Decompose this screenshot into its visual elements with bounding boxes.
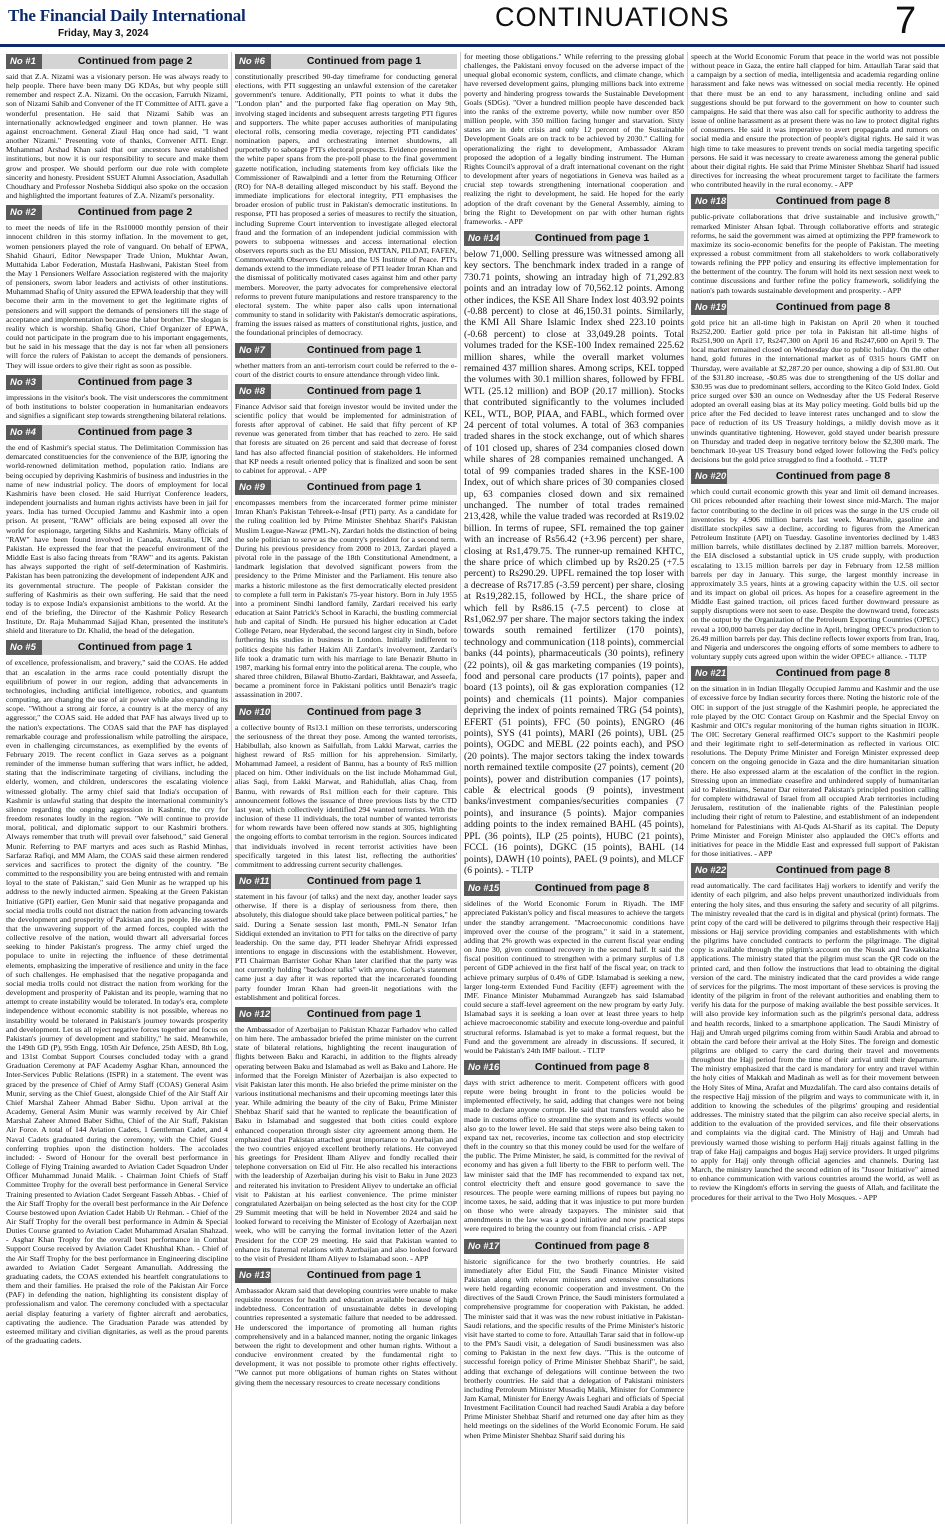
- continued-from-label: Continued from page 3: [77, 426, 193, 439]
- column-4: [691, 52, 939, 1524]
- story-header: [691, 194, 939, 209]
- news-story: [6, 425, 228, 635]
- story-body: encompasses members from the incarcerated former prime minister Imran Khan's Pakistan Tehreek-e-Insaf (PTI) party. As a candidate for the ruling coalition led by Prime Minister Shehbaz Sharif's Pakistan Muslim League-Nawaz (PML-N), Zardari holds the distinction of being the sole politician to serve as the country's president for a second term. During his previous presidency from 2008 to 2013, Zardari played a pivotal role in the passage of the 18th Constitutional Amendment, a landmark legislation that devolved significant powers from the presidency to the Prime Minister and the Parliament. His tenure also marks a historic milestone as the first democratically elected president to complete a full term in Pakistan's 75-year history. Born in July 1955 into a prominent Sindhi landlord family, Zardari received his early education at Saint Patrick's School in Karachi, the bustling commercial hub and capital of Sindh. He pursued his higher education at Cadet College Petaro, near Hyderabad, the second largest city in Sindh, before furthering his studies in business in London. Initially indifferent to politics despite his father Hakim Ali Zardari's involvement, Zardari's life took a dramatic turn with his marriage to late Benazir Bhutto in 1987, marking his formal entry into the political arena. The couple, who shared three children, Bilawal Bhutto-Zardari, Bakhtawar, and Asseefa, became a prominent force in Pakistani politics until Benazir's tragic assassination in 2007.: [235, 498, 457, 700]
- continued-from-label: Continued from page 8: [775, 470, 891, 483]
- story-number: No #1: [6, 54, 42, 69]
- story-number: No #17: [464, 1239, 500, 1254]
- story-header: [6, 205, 228, 220]
- story-body: for meeting those obligations." While referring to the pressing global challenges, the Pakistani envoy focused on the adverse impact of the unequal global economic system, conflicts, and climate change, which have reversed development gains, plunging millions back into extreme poverty and hindering progress towards the Sustainable Development Goals (SDGs). "Over a hundred million people have descended back into the ranks of the extreme poverty, while now number over 850 million people, with 350 million facing hunger and starvation. Sixty states are in debt crisis and only 12 percent of the Sustainable Development Goals are on track to be achieved by 2030." Calling for operationalizing the right to development, Ambassador Akram proposed the adoption of a legally binding instrument. The Human Rights Council's approval of a draft international covenant on the right to development after years of negotiations in Geneva was hailed as a crucial step towards strengthening international cooperation and realizing the right to development, he said. He hoped for the early adoption of the draft covenant by the General Assembly, aiming to bring the Right to Development on par with other human rights frameworks. - APP: [464, 52, 684, 226]
- story-body: historic significance for the two brotherly countries. He said immediately after Eidul Fitr, the Saudi Finance Minister visited Pakistan along with relevant ministers and extensive consultations were held regarding economic cooperation and investment. On the directives of the Saudi Crown Prince, the Saudi ministers formulated a comprehensive programme for cooperation with Pakistan, he added. The minister said that it was was the new robust initiative in Pakistan-Saudi relations, and the specific results of the Prime Minister's historic visit have started to come to fore. Attaullah Tarar said that in follow-up to the PM's Saudi visit, a delegation of Saudi businessmen was also coming to Pakistan in the next few days. "This is the outcome of successful foreign policy of Prime Minister Shehbaz Sharif", he said, adding that exchange of delegations will continue between the two brotherly countries. He said that a delegation of Pakistani ministers including Petroleum Minister Musadiq Malik, Minister for Commerce Jam Kamal, Minister for Energy Awais Leghari and officials of Special Investment Facilitation Council had reached Saudi Arabia a day before Prime Minister Shehbaz Sharif and returned one day after him as they held meetings on the sidelines of the World Economic Forum. He said when Prime Minister Shehbaz Sharif said during his: [464, 1256, 684, 1440]
- continued-from-label: Continued from page 1: [534, 231, 650, 244]
- story-number: No #15: [464, 881, 500, 896]
- story-body: below 71,000. Selling pressure was witnessed among all key sectors. The benchmark index traded in a range of 730.71 points, showing an intraday high of 71,292.83 points and an intraday low of 70,562.12 points. Among other indices, the KSE All Share Index lost 403.92 points (-0.88 percent) to close at 46,150.31 points. Similarly, the KMI All Share Islamic Index shed 223.10 points (-0.68 percent) to close at 33,049.28 points. Total volumes traded for the KSE-100 Index remained 225.62 million shares, while the overall market volumes remained 437 million shares. Among scrips, KEL topped the volumes with 30.1 million shares, followed by FFBL WTL (25.12 million) and BOP (20.17 million). Stocks that contributed significantly to the volumes included KEL, WTL, BOP, PIAA, and FABL, which formed over 24 percent of total volumes. A total of 363 companies traded shares in the stock exchange, out of which shares of 101 closed up, shares of 234 companies closed down while shares of 28 companies remained unchanged. A total of 99 companies traded shares in the KSE-100 Index, out of which share prices of 30 companies closed up, 63 companies closed down and six remained unchanged. The number of total trades remained 213,428, while the value traded was recorded at Rs19.02 billion. In terms of rupee, SFL remained the top gainer with an increase of Rs56.42 (+3.96 percent) per share, closing at Rs1,479.75. The runner-up remained KHTC, the share price of which climbed up by Rs20.25 (+7.5 percent) to Rs290.29. UPFL remained the top loser with a decrease of Rs717.85 (-3.59 percent) per share, closing at Rs19,282.15, followed by HCL, the share price of which fell by Rs86.15 (-7.5 percent) to close at Rs1,062.97 per share. The major sectors taking the index towards south remained fertilizer (170 points), technology and communication (118 points), commercial banks (44 points), pharmaceuticals (30 points), refinery (22 points), oil & gas marketing companies (19 points), food and personal care products (17 points), paper and board (13 points), oil & gas exploration companies (12 points) and chemicals (11 points). Major companies depriving the index of points remained TRG (54 points), EFERT (51 points), FFC (50 points), ENGRO (46 points), SYS (41 points), MARI (26 points), UBL (25 points), OGDC and MEBL (22 points each), and PSO (20 points). The major sectors taking the index towards north remained textile composite (27 points), cement (20 points), power and distribution companies (17 points), cable & electrical goods (9 points), investment banks/investment companies/securities companies (7 points), and insurance (5 points). Major companies adding points to the index remained BAHL (45 points), PPL (36 points), ILP (25 points), HUBC (21 points), FCCL (16 points), DGKC (15 points), BAHL (14 points), DAWH (10 points), PAEL (9 points), and MLCF (6 points). - TLTP: [464, 248, 684, 876]
- story-number: No #22: [691, 863, 727, 878]
- story-number: No #19: [691, 300, 727, 315]
- story-header: [464, 231, 684, 246]
- story-number: No #10: [235, 705, 271, 720]
- continued-from-label: Continued from page 1: [306, 55, 422, 67]
- column-divider: [231, 52, 232, 1524]
- news-story: [464, 1060, 684, 1234]
- story-body: sidelines of the World Economic Forum in Riyadh. The IMF appreciated Pakistan's policy and fiscal measures to achieve the targets under the standby arrangement. "Macroeconomic conditions have improved over the course of the program," it said in a statement, adding that 2% growth was expected in the current fiscal year ending on June 30, given continued recovery in the second half. It said the fiscal position continued to strengthen with a primary surplus of 1.8 percent of GDP achieved in the first half of the fiscal year, on track to achieve primary surplus of 0.4% of GDP. Islamabad is seeking a new, larger long-term Extended Fund Facility (EFF) agreement with the IMF. Finance Minister Muhammad Aurangzeb has said Islamabad could secure a staff-level agreement on the new program by early July. Islamabad says it is seeking a loan over at least three years to help achieve macroeconomic stability and execute long-overdue and painful structural reforms. Islamabad is yet to make a formal request, but the Fund and the government are already in discussions. If secured, it would be Pakistan's 24th IMF bailout. - TLTP: [464, 899, 684, 1055]
- story-number: No #21: [691, 666, 727, 681]
- column-3: [464, 52, 684, 1524]
- story-number: No #16: [464, 1060, 500, 1075]
- news-story: [6, 375, 228, 420]
- story-number: No #6: [235, 54, 271, 69]
- news-story: [464, 52, 684, 226]
- story-header: [235, 54, 457, 69]
- news-story: [235, 1268, 457, 1387]
- story-body: public-private collaborations that drive sustainable and inclusive growth," remarked Minister Ahsan Iqbal. Through collaborative efforts and strategic reforms, he said the government was aimed at optimizing the PPP framework to maximize its socio-economic benefits for the people of Pakistan. The meeting expressed a robust commitment from all stakeholders to work collaboratively towards refining the PPP policy and ensuring its effective implementation for the betterment of the country. The forum will hold its next session next week to continue discussions and further refine the policy framework, solidifying the nation's path towards sustainable development and prosperity. - APP: [691, 212, 939, 295]
- story-body: Ambassador Akram said that developing countries were unable to make requisite resources for health and education available because of high indebtedness. Concentration of unsustainable debts in developing countries represented a systematic failure that needed to be addressed. He underscored the importance of promoting all human rights comprehensively and in a balanced manner, noting the organic linkages between the right to development and other human rights. Without a conducive environment created by the fundamental right to development, it was not possible to promote other rights effectively. "We cannot put more obligations of human rights on States without giving them the necessary resources to create necessary conditions: [235, 1285, 457, 1387]
- story-number: No #18: [691, 194, 727, 209]
- continued-from-label: Continued from page 8: [775, 195, 891, 208]
- story-header: [235, 1268, 457, 1283]
- news-story: [235, 343, 457, 379]
- section-title: CONTINUATIONS: [495, 2, 730, 32]
- story-body: gold price hit an all-time high in Pakistan on April 20 when it touched Rs252,200. Earlier gold price per tola in Pakistan hit all-time highs of Rs251,900 on April 17, Rs247,300 on April 16 and Rs247,600 on April 9. The local market remained closed on Wednesday due to public holiday. On the other hand, gold futures in the international market as of 0315 hours GMT on Thursday, were available at $2,287.20 per ounce, showing a dip of $31.80. Out of the $31.80 increase, -$0.85 was due to strengthening of the US dollar and $30.95 was due to predominant sellers, according to the Kitco Gold Index. Gold price surged over $30 an ounce on Wednesday after the US Federal Reserve adopted an overall easing bias at its May policy meeting. Gold bulls bid up the price after the Fed decided to leave interest rates unchanged and to slow the pace of reduction of its US Treasury holdings, a mildly dovish move as it unwinds quantitative tightening. However, gold stayed under bearish pressure on Thursday and traded deep in negative territory below the $2,300 mark. The benchmark 10-year US Treasury bond edged lower following the Fed's policy decisions but the gold price struggled to find a foothold. - TLTP: [691, 317, 939, 465]
- news-story: [235, 384, 457, 475]
- story-body: constitutionally prescribed 90-day timeframe for conducting general elections, with PTI suggesting an unlawful extension of the caretaker government's tenure. Additionally, PTI points to what it dubs the "London plan" and the purported fake flag operation on May 9th, involving staged incidents and subsequent arrests targeting PTI figures and supporters. The white paper accuses authorities of manipulating electoral rolls, censoring media coverage, rejecting PTI candidates' nomination papers, and orchestrating internet shutdowns, all purportedly to sabotage PTI's electoral prospects. Evidence presented in the white paper spans from the pre-poll phase to the final government gazette notification, including statements from key officials like the Commissioner of Rawalpindi and a letter from the Returning Officer (RO) for NA-8 detailing alleged misconduct by his staff. Beyond the immediate implications for electoral integrity, PTI emphasises the broader erosion of public trust in Pakistan's democratic institutions. In response, PTI has proposed a series of measures to rectify the situation, including Supreme Court intervention to investigate alleged electoral fraud and the formation of an independent judicial commission with powers to subpoena witnesses and access international election observers reports such as the EU Mission, PATTAN, PILDAT, FAFEN, Commonwealth Observers Group, and the US Institute of Peace. PTI's demands extend to the immediate release of PTI leader Imran Khan and the dismissal of politically motivated cases against him and other party members. Moreover, the party advocates for comprehensive electoral reforms to prevent future manipulations and restore transparency to the electoral system. The white paper also calls upon international community to stand in solidarity with Pakistan's democratic aspirations, framing the issues raised as matters of constitutional rights, justice, and the foundational principles of democracy.: [235, 72, 457, 338]
- story-header: [691, 666, 939, 681]
- continued-from-label: Continued from page 1: [306, 1268, 422, 1281]
- news-story: [235, 705, 457, 870]
- newspaper-name: The Financial Daily International: [8, 6, 246, 25]
- story-header: [235, 705, 457, 720]
- column-2: [235, 52, 457, 1524]
- story-header: [6, 54, 228, 69]
- column-divider: [460, 52, 461, 1524]
- story-header: [6, 425, 228, 440]
- story-header: [691, 469, 939, 484]
- continued-from-label: Continued from page 3: [77, 375, 193, 388]
- story-body: of excellence, professionalism, and bravery," said the COAS. He added that an escalation in the arms race could potentially disrupt the equilibrium of power in our region, adding that advancements in technologies, including artificial intelligence, robotics, and quantum computing, are changing the use of air power while also expanding its scope. "Without a strong air force, a country is at the mercy of any aggressor," the COAS said. He added that PAF has always lived up to the nation's expectations. The COAS said that the PAF has displayed remarkable courage and professionalism while patrolling the airspace, even in challenging circumstances, as exemplified by the events of February 2019. The recent conflict in Gaza serves as a poignant reminder of the immense human suffering that wars inflict, he added, stating that the indiscriminate targeting of civilians, including the elderly, women, and children, underscores the escalating violence witnessed globally. The army chief said that India's occupation of Kashmir is unlawful stating that despite the international community's silence regarding the ongoing aggression in Kashmir, the cry for freedom resonates loudly in the region. "We will continue to provide moral, political, and diplomatic support to our Kashmiri brothers. Always remember that truth will prevail over falsehood," said General Munir. Referring to PAF martyrs and aces such as Rashid Minhas, Sarfaraz Rafiqi, and MM Alam, the COAS said these airmen rendered services and sacrifices to protect the dignity of the country. "Be committed to the responsibility you are being entrusted with and remain loyal to the state of Pakistan," said Gen Munir as he wrapped up his address to the newly inducted airmen. Speaking at the Green Pakistan Initiative (GPI) earlier, Gen Munir said that negative propaganda and social media trolls could not distract the nation from advancing towards the development and prosperity of Pakistan and its people. He asserted that the unwavering support of the armed forces, coupled with the collective resolve of the nation, would thwart all adversarial forces seeking to hinder Pakistan's progress. The army chief urged the populace to unite in rejecting the influence of these detrimental elements, emphasizing the imperative of resilience and unity in the face of such challenges. He emphasised that the negative propaganda and social media trolls could not distract the nation from working for the development and prosperity of Pakistan and its people, warning that no attempt to create instability would be tolerated. In today's era, complete independence without economic stability is not possible, whereas no instability would be tolerated in Pakistan's journey towards prosperity and development. Let us all reject negative forces together and focus on Pakistan's journey of development and stability," he said. Meanwhile, the 149th GD (P), 95th Engg, 105th Air Defence, 25th AESD, 8th Log, and 131st Combat Support Courses concluded today with a grand Graduation Ceremony at PAF Academy Asghar Khan, announced the Inter-Services Public Relations (ISPR) in a statement. The event was graced by the presence of Chief of Army Staff (COAS) General Asim Munir, serving as the Chief Guest, alongside Chief of the Air Staff Air Chief Marshal Zaheer Ahmad Baber Sidhu. Upon arrival at the Academy, General Asim Munir was warmly received by Air Chief Marshal Zaheer Ahmed Baber Sidhu, Chief of the Air Staff, Pakistan Air Force. A total of 144 Aviation Cadets, 1 Gentleman Cadet, and 4 Naval Cadets graduated during the ceremony, with the Chief Guest conferring trophies upon the distinction holders. The accolades included: - Sword of Honour for the overall best performance in College of Flying Training awarded to Aviation Cadet Squadron Under Officer Muhammad Junaid Malik. - Chairman Joint Chiefs of Staff Committee Trophy for the overall best performance in General Service Training presented to Aviation Cadet Sergeant Fasseh Abbas. - Chief of the Air Staff Trophy for the overall best performance in the Air Defence Course bestowed upon Aviation Cadet Habib Ur Rehman. - Chief of the Air Staff Trophy for the overall best performance in Admin & Special Duties Course granted to Aviation Cadet Muhammad Arsalan Shahzad. - Asghar Khan Trophy for the overall best performance in Combat Support Course received by Aviation Cadet Khushhal Khan. - Chief of the Air Staff Trophy for the best performance in Engineering discipline awarded to Aviation Cadet Sergeant Amanullah. Addressing the graduating cadets, the COAS extended his heartfelt congratulations to them and their families. He praised the role of the Pakistan Air Force (PAF) in defending the nation, highlighting its consistent display of professionalism and valor. The ceremony concluded with a spectacular aerial display featuring a variety of fighter aircraft and aerobatics, captivating the audience. The Graduation Parade was attended by esteemed military and civilian dignitaries, as well as the proud parents of the graduating cadets.: [6, 658, 228, 1345]
- story-header: [464, 1239, 684, 1254]
- issue-date: Friday, May 3, 2024: [58, 28, 149, 39]
- news-story: [464, 231, 684, 876]
- continued-from-label: Continued from page 8: [775, 667, 891, 680]
- continued-from-label: Continued from page 8: [775, 864, 891, 877]
- story-header: [464, 1060, 684, 1075]
- continued-from-label: Continued from page 8: [775, 300, 891, 313]
- story-number: No #12: [235, 1007, 271, 1022]
- continued-from-label: Continued from page 2: [77, 55, 193, 67]
- story-header: [691, 863, 939, 878]
- story-body: statement in his favour (of talks) and the next day, another leader says otherwise. If there is a display of seriousness from there, then absolutely, this dialogue should take place between political parties," he said. During a Senate session last month, PML-N Senator Irfan Siddiqui extended an invitation to PTI for talks on the directive of party leadership. On the same day, PTI leader Shehryar Afridi expressed intentions to engage in discussions with the establishment. However, PTI Chairman Barrister Gohar Khan later clarified that the party was not currently holding "backdoor talks" with anyone. Gohar's statement came just a day after it was reported that the incarcerated founding party founder Imran Khan had green-lit negotiations with the establishment and political forces.: [235, 892, 457, 1002]
- continued-from-label: Continued from page 1: [306, 343, 422, 356]
- continued-from-label: Continued from page 1: [306, 384, 422, 397]
- story-header: [691, 300, 939, 315]
- page-number: 7: [895, 0, 917, 42]
- story-body: read automatically. The card facilitates Hajj workers to identify and verify the identity of each pilgrim, and also helps prevent unauthorized individuals from entering the holy sites, and thus ensuring the safety and security of all pilgrims. The ministry revealed that the card is in digital and physical (print) formats. The print copy of the card will be delivered to pilgrims through their respective Hajj missions or Hajj service providing companies and establishments with which the pilgrims have concluded contracts to perform the pilgrimage. The digital copy is available through the pilgrim's account on the Nusuk and Tawakkalna applications. The ministry stated that the pilgrim must scan the QR code on the printed card, and then follow the instructions that lead to obtaining the digital version of the card. The ministry indicated that the card provides a wide range of services for the pilgrims. The most important of these services is proving the identity of the pilgrim in front of the relevant authorities and enabling them to verify his data for the purpose of making available the best possible services. It will also provide key information such as the pilgrim's personal data, address and health records, linked to a smartphone application. The Saudi Ministry of Hajj and Umrah urged pilgrims coming from within Saudi Arabia and abroad to obtain the card before their arrival at the Holy Sites. The foreign and domestic pilgrims are obliged to carry the card during their travel and movements throughout the Hajj period from the time of their arrival until their departure. The ministry emphasized that the card is mandatory for entry and travel within the holy cities of Makkah and Madinah as well as for their movement between the Holy Sites of Mina, Arafat and Muzdalifah. The card also contains details of the respective Hajj mission of the pilgrim and ways to communicate with it, in addition to knowing the schedules of the pilgrims' grouping and residential addresses. The ministry stated that the pilgrim can also receive special alerts, in addition to the evaluation of the provided services, and file their observations and complaints via the digital card. The Ministry of Hajj and Umrah had previously warned those wishing to perform Hajj rituals against falling in the trap of fake Hajj campaigns and bogus Hajj service providers. It urged pilgrims to apply for Hajj only through official agencies and channels. During last March, the ministry launched the second edition of its "Jusoor Initiative" aimed to enhance communication with various countries around the world, as well as to review the Kingdom's efforts in serving the guests of Allah, and facilitate the procedures for their arrival to the Two Holy Mosques. - APP: [691, 881, 939, 1202]
- news-story: [691, 300, 939, 465]
- story-header: [6, 375, 228, 390]
- story-header: [235, 343, 457, 358]
- continued-from-label: Continued from page 1: [306, 1007, 422, 1020]
- story-body: on the situation in in Indian Illegally Occupied Jammu and Kashmir and the use of excessive force by Indian security forces there. Noting the historic role of the OIC in support of the just struggle of the Kashmiri people, he appreciated the role played by the OIC Contact Group on Kashmir and the Special Envoy on Kashmir and OIC's regular monitoring of the human rights situation in IIOJK. The OIC Secretary General reaffirmed OIC's support to the Kashmiri people and their legitimate right to self-determination as reflected in various OIC resolutions. The Deputy Prime Minister and Foreign Minister expressed deep concern on the ongoing genocide in Gaza and the dire humanitarian situation there. He also expressed alarm at the escalation of the conflict in the region. Stressing upon an immediate ceasefire and unhindered supply of humanitarian aid to Palestinians, Senator Dar reiterated Pakistan's principled position calling for complete withdrawal of Israel from all occupied Arab territories including Jerusalem, restitution of the inalienable rights of the Palestinian people including their right of return to Palestine, and establishment of an independent homeland for Palestinians with Al-Quds Al-Sharif as its capital. The Deputy Prime Minister and Foreign Minister also applauded the OIC's efforts and initiatives for peace in the Middle East and expressed full support of Pakistan for those initiatives. - APP: [691, 684, 939, 859]
- story-body: the end of Kashmir's special status. The Delimitation Commission has demarcated constituencies for the convenience of the BJP, ignoring the world-renowned delimitation method, population ratio. Indians are being occupied by depriving Kashmiris of business and industries in the name of new industrial policy. The doors of employment for local Kashmiris have been closed. He said Hurriyat Conference leaders, independent journalists and human rights activists have been in jail for years. India has turned Occupied Jammu and Kashmir into a open prison. At present, "RAW" officials are being exposed all over the world for espionage, targeting Sikhs and Kashmiris. Many officials of "RAW" have been found involved in Canada, Australia, UK and Pakistan. He expressed the fear that the peaceful environment of the Middle East is also facing threats from "RAW" and its agents. Pakistan has always supported the right of self-determination of Kashmiris. Pakistan has been patronizing the development of independent AJK and its governmental structure. The people of Pakistan consider the suffering of Kashmiris as their own suffering. He said that the need today is to expose India's expansionist ambitions to the world. At the end of the briefing, the Director of the Kashmir Policy Research Institute, Dr. Raja Muhammad Sajjad Khan, presented the institute's shield and literature to Dr. Khalid, the head of the delegation.: [6, 443, 228, 636]
- story-body: whether matters from an anti-terrorism court could be referred to the e-court of the district courts to ensure attendance through video link.: [235, 360, 457, 379]
- news-story: [691, 666, 939, 858]
- news-story: [6, 205, 228, 370]
- column-1: [6, 52, 228, 1524]
- masthead: [0, 0, 945, 48]
- story-number: No #4: [6, 425, 42, 440]
- story-header: [464, 881, 684, 896]
- news-story: [691, 194, 939, 294]
- story-number: No #8: [235, 384, 271, 399]
- column-divider: [687, 52, 688, 1524]
- story-header: [235, 480, 457, 495]
- news-story: [691, 52, 939, 189]
- story-body: said that Z.A. Nizami was a visionary person. He was always ready to help people. There have been many DG KDAs, but why people still remember and respect Z.A. Nizami. On the occasion, Farrukh Nizami, son of Nizami Sahib and Convener of the IT Committee of AITL gave a wonderful presentation. He said that Nizami Sahib was an internationally acknowledged engineer and town planner. He was against encroachment. General Ziaul Haq once had said, "I want another Nizami." Presenting vote of thanks, Convener AITL Engr. Muhammad Arshad Khan said that our ancestors have established institutions, but now it is our responsibility to secure and make them grow and prosper. We should perform our due role with complete sincerity and honesty. President SSUET Alumni Association, Asadullah Choudhary and Professor Nosheba Siddiqui also spoke on the occasion and highlighted the important features of Z.A. Nizami's personality.: [6, 72, 228, 201]
- masthead-rule: [0, 44, 945, 47]
- story-number: No #11: [235, 874, 271, 889]
- news-story: [464, 1239, 684, 1440]
- story-body: which could curtail economic growth this year and limit oil demand increases. Oil prices rebounded after reaching their lowest since mid-March. The major factor contributing to the decline in oil prices was the surge in the US crude oil inventories by 4.906 million barrels last week. Meanwhile, gasoline and distillate stockpiles saw a decline, according to figures from the American Petroleum Institute (API) on Tuesday. Gasoline inventories declined by 1.483 million barrels, while distillates declined by 2.187 million barrels. Moreover, the EIA disclosed a substantial uptick in US crude supply, with production escalating to 13.15 million barrels per day in February from 12.58 million barrels per day in January. This surge, the largest monthly increase in approximately 3.5 years, hints at a growing capacity within the U.S. oil sector and its impact on global oil prices. As hopes for a ceasefire agreement in the Middle East gained traction, oil prices faced further downward pressure as supply disruptions were not seen to ease. Despite the downward trend, forecasts on the output by the Organization of the Petroleum Exporting Countries (OPEC) reveal a 100,000 barrels per day decline in April, bringing OPEC's production to 26.49 million barrels per day. This decline reflects lower exports from Iran, Iraq, and Nigeria and underscores the ongoing efforts of some members to adhere to voluntary supply cuts agreed upon within the wider OPEC+ alliance. - TLTP: [691, 487, 939, 662]
- continued-from-label: Continued from page 8: [534, 882, 650, 895]
- news-story: [6, 640, 228, 1345]
- story-number: No #20: [691, 469, 727, 484]
- story-header: [235, 874, 457, 889]
- story-number: No #14: [464, 231, 500, 246]
- continued-from-label: Continued from page 8: [534, 1239, 650, 1252]
- story-number: No #5: [6, 640, 42, 655]
- continued-from-label: Continued from page 3: [306, 705, 422, 718]
- news-story: [464, 881, 684, 1055]
- story-body: to meet the needs of life in the Rs10000 monthly pension of their innocent children in this stormy inflation. In the movement to get, women pensioners played the role of vanguard. On behalf of EPWA, Shahid Ghauri, Editor Newspaper Trade Union, Mukhtar Awan, Muttahida Labor Federation, Mustafa Hashwani, Pakistan Steel from the May 1 Pensioners Welfare Association registered with the majority of pensioners, sworn labor leaders and activists of other institutions. Muhammad Shafiq of Unity assured the EPWA leadership that they will become their arm in the movement to get the legitimate rights of pensioners and will support the demands of pensioners till the stage of acceptance and implementation because the labor brother. The slogan is reality which is worship. Shafiq Ghori, Chief Organizer of EPWA, could not participate in the program due to his important engagements, but he said in his message that the day is not far when all pensioners will force the rulers of Pakistan to accept the demands of pensioners. They will issue orders to give their right as soon as possible.: [6, 223, 228, 370]
- news-story: [235, 54, 457, 338]
- story-header: [235, 384, 457, 399]
- story-body: speech at the World Economic Forum that peace in the world was not possible without peace in Gaza, the entire hall clapped for him. Attaullah Tarar said that a campaign by a section of media, intelligentsia and academia regarding online harassment and fake news was witnessed on social media recently. He opined that there must be an end to any harassment, including online and said suggestions should be put forward to the government on how to counter such campaigns. He said that there was also call for specific authority to address the issue of online harassment as at present there was no law to protect digital rights of consumers. He said it was imperative to avert propaganda and rumors on social media and ensure the protection of people's digital rights. He said it was high time to take measures to prevent trends on social media targeting specific persons. He said it was necessary to create awareness among the general public about their digital rights. He said that Prime Minister Shehbaz Sharif had issued directives for increasing the wheat procurement target to facilitate the farmers who contributed heavily in the rural economy. - APP: [691, 52, 939, 190]
- continued-from-label: Continued from page 1: [77, 641, 193, 654]
- continued-from-label: Continued from page 1: [306, 875, 422, 888]
- news-story: [691, 863, 939, 1201]
- story-number: No #13: [235, 1268, 271, 1283]
- story-body: the Ambassador of Azerbaijan to Pakistan Khazar Farhadov who called on him here. The ambassador briefed the prime minister on the current state of bilateral relations, highlighting the recent inauguration of flights between Baku and Karachi, in addition to the flights already operating between Baku and Islamabad as well as Baku and Lahore. He informed that the Foreign Minister of Azerbaijan is also expected to visit Pakistan later this month. He also briefed the prime minister on the various institutional mechanisms and their upcoming meetings later this year. While admiring the beauty of the city of Baku, Prime Minister Shehbaz Sharif said that he wanted to replicate the beautification of Baku in Islamabad and suggested that both cities could explore enhanced cooperation through sister city agreement among them. He emphasized that Pakistan attached great importance to Azerbaijan and the two countries enjoyed excellent brotherly relations. He conveyed his greetings for President Ilham Aliyev and fondly recalled their telephone conversation on Eid ul Fitr. He also recalled his interactions with the leadership of Azerbaijan during his visit to Baku in June 2023 and reiterated his invitation to President Aliyev to undertake an official visit to Pakistan at his earliest convenience. The prime minister congratulated Azerbaijan on being selected as the host city for the COP 29 Summit meeting that will be held in November 2024 and said he looked forward to receiving the Minister of Ecology of Azerbaijan next week, who will be carrying the formal invitation letter of the Azeri President for the COP 29 meeting. He said that Pakistan wanted to enhance its fraternal relations with Azerbaijan and also looked forward to the visit of President Ilham Aliyev to Islamabad soon. - APP: [235, 1024, 457, 1263]
- news-story: [691, 469, 939, 661]
- continued-from-label: Continued from page 2: [77, 206, 193, 219]
- story-body: Finance Advisor said that foreign investor would be invited under the scientific policy that would be implemented for administration of forests after approval of cabinet. He said that fifty percent of KP revenue was generated from timber that has reached to zero. He said that forests are situated on 26 percent and said that decrease of forest land has also affected financial position of stakeholders. He informed that KP needs a result oriented policy that is finalized and soon be sent to cabinet for approval. - APP: [235, 401, 457, 475]
- story-header: [235, 1007, 457, 1022]
- story-number: No #3: [6, 375, 42, 390]
- story-number: No #2: [6, 205, 42, 220]
- continued-from-label: Continued from page 8: [534, 1060, 650, 1073]
- story-number: No #9: [235, 480, 271, 495]
- story-number: No #7: [235, 343, 271, 358]
- news-story: [235, 1007, 457, 1263]
- news-story: [235, 480, 457, 699]
- news-story: [6, 54, 228, 200]
- story-body: days with strict adherence to merit. Competent officers with good repute were being brought in front to the policies would be implemented effectively, he said, adding that changes were not being made to declare anyone corrupt. He said that transfers would also be made in customs office to streamline the system and its effects would also go to the lower level. He said that steps were also being taken to expand tax net, recoveries, income tax collection and stop electricity theft in the country so that this money could be used for the welfare of the public. The Prime Minister, he said, is committed for the revival of economy and has given a full liberty to the FBR to perform well. The law minister said that the IMF has recommended to expand tax net, control electricity theft and ensure good governance to save the resources. The people were earning millions of rupees but paying no income taxes, he said, adding that it was injustice to put more burden on those who were already taxpayers. The minister said that amendments in the law was a good initiative and now practical steps were required to bring the country out from financial crisis. - APP: [464, 1077, 684, 1234]
- story-header: [6, 640, 228, 655]
- story-body: impressions in the visitor's book. The visit underscores the commitment of both institutions to bolster cooperation in humanitarian endeavors and signifies a significant step towards strengthening bilateral relations.: [6, 392, 228, 420]
- story-body: a collective bounty of Rs13.1 million on these terrorists, underscoring the seriousness of the threat they pose. Among the wanted terrorists, Habibullah, also known as Saifullah, from Lakki Marwat, carries the highest reward of Rs5 million for his apprehension. Similarly, Mohammad Jameel, a resident of Bannu, has a bounty of Rs5 million placed on him. Other individuals on the list include Mohammad Gul, alias Saqi, from Lakki Marwat, and Rahidullah, alias Chaq, from Bannu, with rewards of Rs1 million each for their capture. This announcement follows the issuance of three previous lists by the CTD last year, which collectively identified 294 wanted terrorists. With the inclusion of these 11 individuals, the total number of wanted terrorists for whom rewards have been offered now stands at 305, highlighting the ongoing efforts to combat terrorism in the region. Sources indicated that individuals involved in recent terrorist activities have been specifically targeted in this latest list, reflecting the authorities' commitment to addressing current security challenges.: [235, 722, 457, 869]
- continued-from-label: Continued from page 1: [306, 481, 422, 494]
- news-story: [235, 874, 457, 1002]
